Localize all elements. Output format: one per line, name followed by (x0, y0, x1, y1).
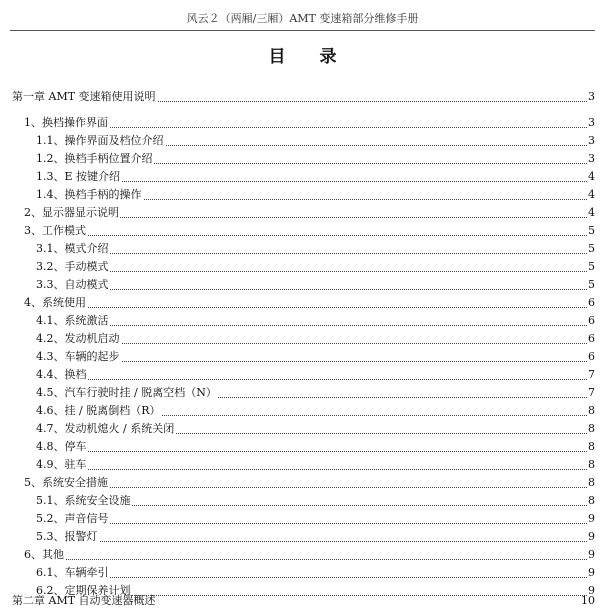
header-rule (10, 30, 595, 31)
toc-entry-page: 9 (587, 582, 595, 600)
toc-entry-label: 第二章 AMT 自动变速器概述 (12, 594, 156, 607)
toc-entry-label: 4.2、发动机启动 (36, 330, 121, 348)
toc-entry[interactable] (0, 186, 605, 204)
dot-leader (36, 379, 587, 380)
toc-entry-page: 6 (587, 348, 595, 366)
toc-entry[interactable] (0, 492, 605, 510)
toc-entry-page: 3 (587, 88, 595, 106)
toc-entry[interactable] (0, 204, 605, 222)
toc-entry-page: 3 (587, 132, 595, 150)
toc-entry[interactable] (0, 510, 605, 528)
toc-entry-label: 5、系统安全措施 (24, 474, 109, 492)
toc-entry[interactable] (0, 564, 605, 582)
dot-leader (36, 541, 587, 542)
toc-entry[interactable] (0, 276, 605, 294)
toc-entry-label: 4.3、车辆的起步 (36, 348, 121, 366)
toc-entry-label: 3.2、手动模式 (36, 258, 110, 276)
toc-gap (0, 106, 605, 114)
toc-entry-page: 6 (587, 312, 595, 330)
toc-entry-label: 第一章 AMT 变速箱使用说明 (12, 88, 157, 106)
dot-leader (24, 559, 587, 560)
toc-entry[interactable] (0, 456, 605, 474)
toc-entry[interactable] (0, 312, 605, 330)
toc-entry[interactable] (0, 240, 605, 258)
toc-entry-page: 5 (587, 258, 595, 276)
toc-entry[interactable] (0, 258, 605, 276)
toc-entry-page: 4 (587, 186, 595, 204)
toc-entry-label: 1.1、操作界面及档位介绍 (36, 132, 165, 150)
toc-entry[interactable] (0, 294, 605, 312)
toc-entry-page: 5 (587, 240, 595, 258)
dot-leader (36, 253, 587, 254)
toc-entry-page: 9 (587, 546, 595, 564)
toc-entry-label: 4.7、发动机熄火 / 系统关闭 (36, 420, 175, 438)
toc-entry-page: 8 (587, 474, 595, 492)
dot-leader (36, 289, 587, 290)
toc-entry-page: 8 (587, 420, 595, 438)
toc-entry-page: 9 (587, 564, 595, 582)
toc-entry-label: 5.1、系统安全设施 (36, 492, 132, 510)
toc-entry-label: 4.9、驻车 (36, 456, 88, 474)
toc-entry[interactable] (0, 366, 605, 384)
toc-entry-page: 8 (587, 402, 595, 420)
toc-entry-page: 9 (587, 528, 595, 546)
page-header: 风云２（两厢/三厢）AMT 变速箱部分维修手册 (186, 12, 419, 25)
toc-entry-page: 6 (587, 330, 595, 348)
toc-entry-label: 4.1、系统激活 (36, 312, 110, 330)
toc-entry[interactable] (0, 384, 605, 402)
toc-entry-label: 4、系统使用 (24, 294, 87, 312)
toc-entry-label: 1、换档操作界面 (24, 114, 109, 132)
toc-entry[interactable] (0, 222, 605, 240)
toc-entry-page: 5 (587, 276, 595, 294)
toc-entry-label: 6.2、定期保养计划 (36, 582, 132, 600)
toc-entry-label: 3.1、模式介绍 (36, 240, 110, 258)
toc-entry-page: 3 (587, 114, 595, 132)
toc-entry-page: 5 (587, 222, 595, 240)
toc-entry-label: 4.4、换档 (36, 366, 88, 384)
toc-entry-label: 1.4、换档手柄的操作 (36, 186, 143, 204)
toc-entry-label: 5.2、声音信号 (36, 510, 110, 528)
toc-entry-page: 8 (587, 438, 595, 456)
toc-entry-page: 6 (587, 294, 595, 312)
toc-entry[interactable] (0, 348, 605, 366)
toc-entry-label: 3.3、自动模式 (36, 276, 110, 294)
toc-entry[interactable] (0, 402, 605, 420)
toc-entry-label: 1.2、换档手柄位置介绍 (36, 150, 154, 168)
toc-entry-cut-off (0, 592, 605, 610)
toc-list (0, 88, 605, 600)
toc-entry[interactable] (0, 132, 605, 150)
toc-entry-label: 4.8、停车 (36, 438, 88, 456)
toc-entry-label: 1.3、E 按键介绍 (36, 168, 121, 186)
toc-entry-label: 4.6、挂 / 脱离倒档（R） (36, 402, 161, 420)
toc-entry-label: 6.1、车辆牵引 (36, 564, 110, 582)
toc-entry[interactable] (0, 330, 605, 348)
dot-leader (36, 325, 587, 326)
toc-entry[interactable] (0, 114, 605, 132)
toc-entry-page: 7 (587, 384, 595, 402)
toc-entry-label: 3、工作模式 (24, 222, 87, 240)
toc-entry-page: 8 (587, 456, 595, 474)
dot-leader (36, 451, 587, 452)
toc-entry-page: 4 (587, 168, 595, 186)
toc-entry[interactable] (0, 168, 605, 186)
dot-leader (36, 523, 587, 524)
toc-entry-label: 2、显示器显示说明 (24, 204, 120, 222)
toc-entry[interactable] (0, 420, 605, 438)
toc-entry[interactable] (0, 88, 605, 106)
toc-entry-label: 5.3、报警灯 (36, 528, 99, 546)
dot-leader (24, 307, 587, 308)
toc-entry-page: 8 (587, 492, 595, 510)
toc-entry[interactable] (0, 546, 605, 564)
dot-leader (36, 469, 587, 470)
dot-leader (24, 235, 587, 236)
toc-entry[interactable] (0, 438, 605, 456)
toc-entry-label: 4.5、汽车行驶时挂 / 脱离空档（N） (36, 384, 218, 402)
dot-leader (36, 271, 587, 272)
toc-entry-page: 10 (581, 594, 595, 607)
toc-entry-page: 9 (587, 510, 595, 528)
dot-leader (36, 577, 587, 578)
toc-entry[interactable] (0, 150, 605, 168)
toc-entry[interactable] (0, 528, 605, 546)
toc-entry-label: 6、其他 (24, 546, 65, 564)
toc-entry-page: 3 (587, 150, 595, 168)
toc-title: 目 录 (268, 47, 351, 67)
toc-entry-page: 4 (587, 204, 595, 222)
toc-entry-page: 7 (587, 366, 595, 384)
toc-entry[interactable] (0, 474, 605, 492)
